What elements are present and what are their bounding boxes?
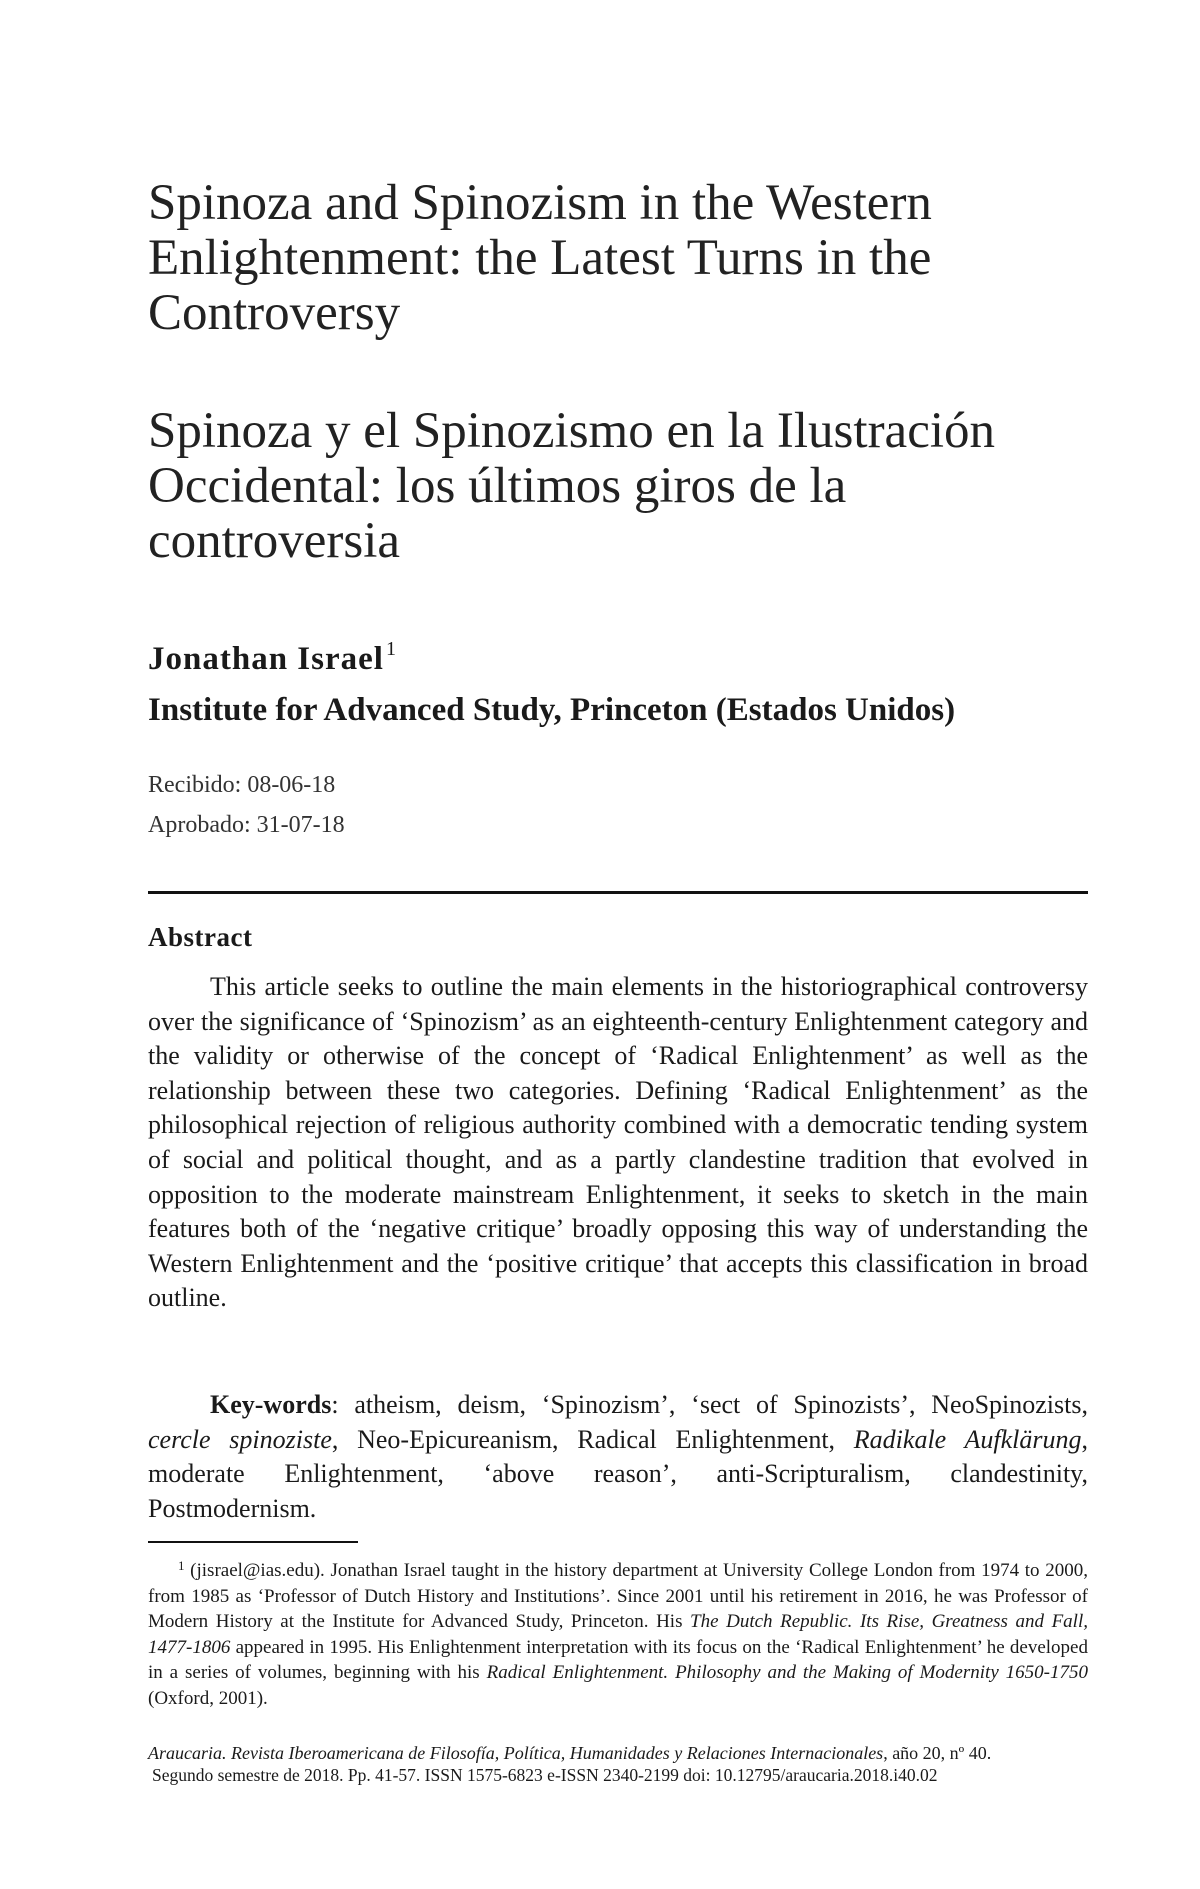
keywords-paragraph — [148, 1388, 1088, 1526]
journal-citation-line-2: Segundo semestre de 2018. Pp. 41-57. ISSN 1575-6823 e-ISSN 2340-2199 doi: 10.12795/araucaria.2018.i40.02 — [152, 1765, 938, 1785]
author-line — [148, 638, 397, 678]
author-affiliation: Institute for Advanced Study, Princeton (Estados Unidos) — [148, 692, 956, 728]
author-footnote-mark: 1 — [385, 638, 397, 660]
abstract-heading: Abstract — [148, 922, 253, 952]
journal-citation-line-1 — [148, 1742, 1088, 1764]
keywords-text-2: , Neo-Epicureanism, Radical Enlightenment, — [331, 1424, 854, 1454]
received-date: Recibido: 08-06-18 — [148, 772, 336, 798]
author-name: Jonathan Israel — [148, 641, 384, 677]
keywords-italic-2: Radikale Aufklärung — [853, 1424, 1082, 1454]
title-spanish — [148, 404, 1088, 569]
footnote-italic-2: Radical Enlightenment. Philosophy and the Making of Modernity 1650-1750 — [486, 1662, 1088, 1684]
title-english-line-1: Spinoza and Spinozism in the Western — [148, 175, 932, 231]
footnote-italic-1: The Dutch Republic. Its Rise, Greatness and Fall, 1477-1806 — [148, 1611, 1088, 1658]
keywords-text-1: : atheism, deism, ‘Spinozism’, ‘sect of Spinozists’, NeoSpinozists, — [331, 1390, 1088, 1419]
footnote-mark: 1 — [178, 1558, 185, 1573]
title-spanish-line-2: Occidental: los últimos giros de la — [148, 458, 847, 514]
title-english-line-2: Enlightenment: the Latest Turns in the — [148, 230, 932, 286]
abstract-body: This article seeks to outline the main elements in the historiographical controversy over the significance of ‘Spinozism’ as an eighteenth-century Enlightenment category and the validity or otherwise of the concept of ‘Radical Enlightenment’ as well as the relationship between these two categories. Defining ‘Radical Enlightenment’ as the philosophical rejection of religious authority combined with a democratic tending system of social and political thought, and as a partly clandestine tradition that evolved in opposition to the moderate mainstream Enlightenment, it seeks to sketch in the main features both of the ‘negative critique’ broadly opposing this way of understanding the Western Enlightenment and the ‘positive critique’ that accepts this classification in broad outline. — [148, 972, 1088, 1313]
footnote-text-1: (jisrael@ias.edu). Jonathan Israel taught in the history department at University College London from 1974 to 2000, from 1985 as ‘Professor of Dutch History and Institutions’. Since 2001 until his retirement in 2016, he was Professor of Modern History at the Institute for Advanced Study, Princeton. His — [148, 1560, 1088, 1633]
journal-name: Araucaria. Revista Iberoamericana de Filosofía, Política, Humanidades y Relaciones Internacionales — [148, 1743, 884, 1763]
approved-date: Aprobado: 31-07-18 — [148, 812, 345, 838]
title-spanish-line-1: Spinoza y el Spinozismo en la Ilustración — [148, 403, 996, 459]
footnote-text-3: (Oxford, 2001). — [148, 1687, 268, 1709]
footnote — [148, 1553, 1088, 1712]
title-spanish-line-3: controversia — [148, 513, 401, 569]
footnote-text-2: appeared in 1995. His Enlightenment interpretation with its focus on the ‘Radical Enlightenment’ he developed in a series of volumes, beginning with his — [148, 1636, 1088, 1684]
footnote-separator — [148, 1541, 358, 1543]
title-english — [148, 176, 1088, 341]
section-divider — [148, 891, 1088, 894]
title-english-line-3: Controversy — [148, 285, 401, 341]
keywords-italic-1: cercle spinoziste — [148, 1424, 332, 1454]
keywords-text-3: , moderate Enlightenment, ‘above reason’, anti-Scripturalism, clandestinity, Postmodernism. — [148, 1424, 1088, 1523]
journal-issue: , año 20, nº 40. — [883, 1743, 992, 1763]
keywords-label: Key-words — [210, 1390, 332, 1419]
